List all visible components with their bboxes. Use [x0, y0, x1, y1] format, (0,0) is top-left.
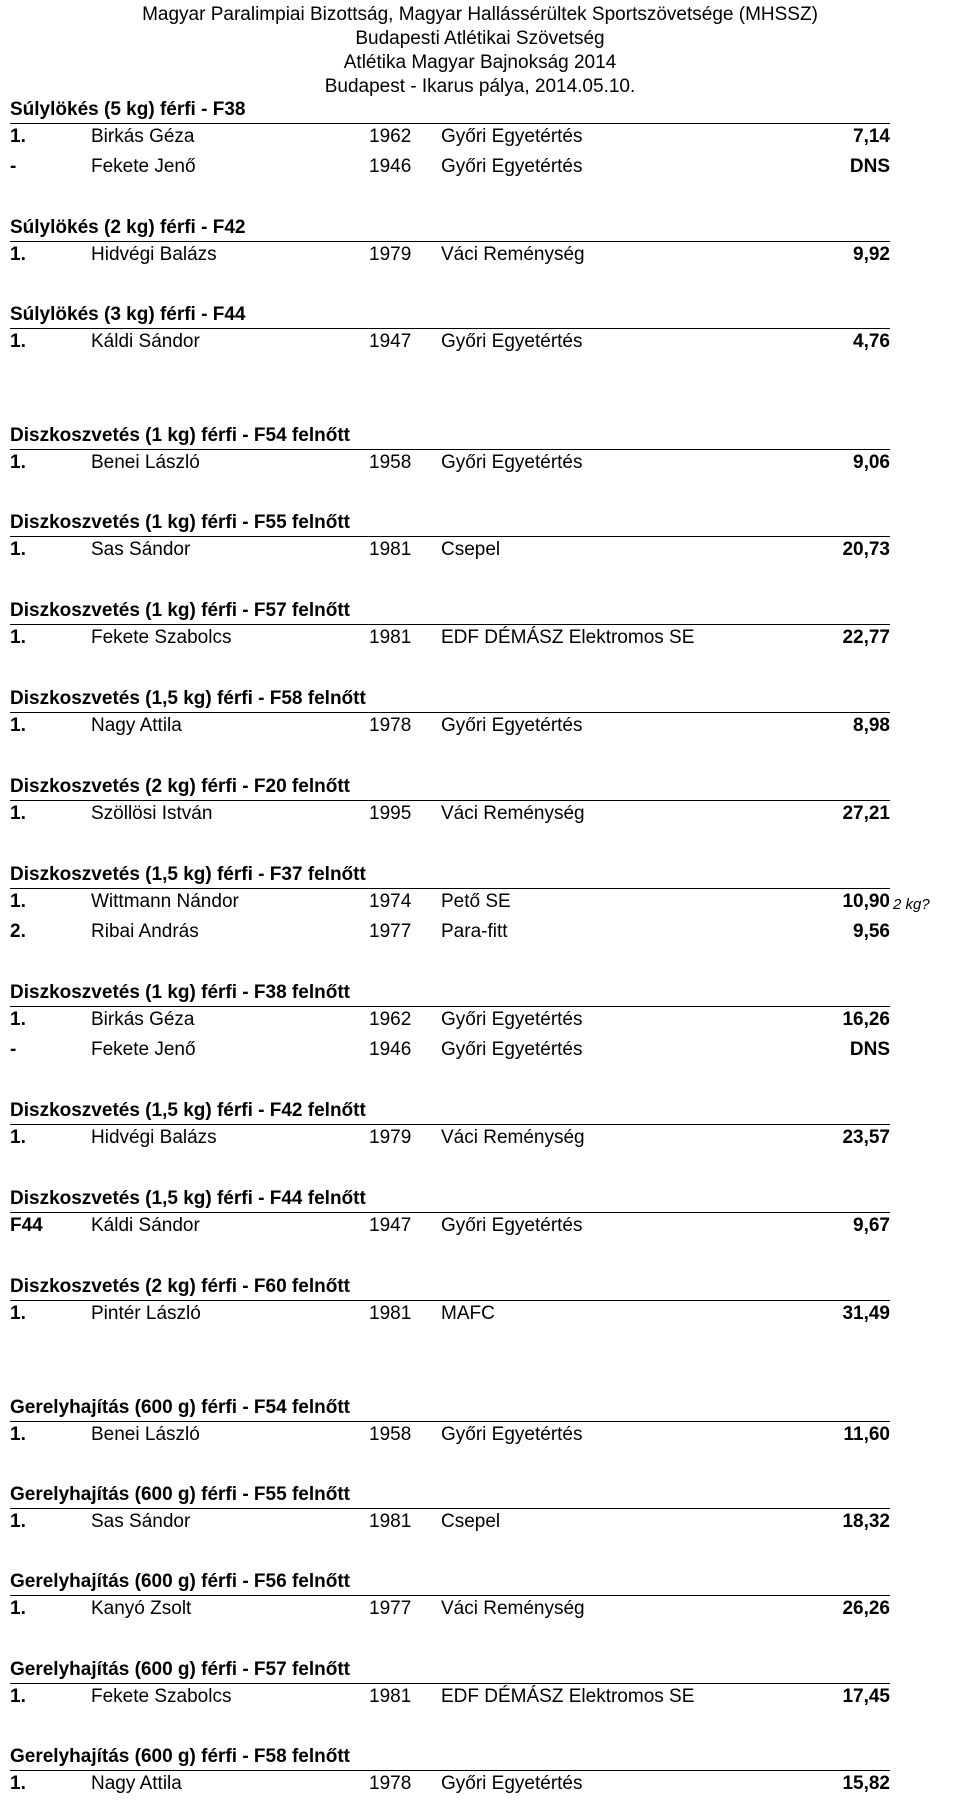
athlete-name: Benei László: [91, 452, 200, 473]
athlete-name: Birkás Géza: [91, 1009, 195, 1030]
athlete-place: 1.: [10, 244, 26, 265]
athlete-club: Győri Egyetértés: [441, 331, 583, 352]
event-title-underline: [10, 1595, 890, 1596]
athlete-result: 8,98: [853, 715, 890, 736]
athlete-place: 1.: [10, 1773, 26, 1794]
event-title-underline: [10, 624, 890, 625]
athlete-place: -: [10, 1039, 17, 1060]
athlete-result: 20,73: [842, 539, 890, 560]
athlete-result: 18,32: [842, 1511, 890, 1532]
athlete-place: 1.: [10, 627, 26, 648]
event-title-underline: [10, 1124, 890, 1125]
result-row: [0, 1423, 960, 1447]
event-title: Diszkoszvetés (1,5 kg) férfi - F58 felnőtt: [10, 688, 366, 709]
athlete-year: 1947: [369, 1215, 412, 1236]
athlete-result: 15,82: [842, 1773, 890, 1794]
athlete-club: Győri Egyetértés: [441, 452, 583, 473]
athlete-result: 7,14: [853, 126, 890, 147]
athlete-name: Fekete Jenő: [91, 1039, 196, 1060]
event-title-underline: [10, 1300, 890, 1301]
event-title: Gerelyhajítás (600 g) férfi - F55 felnőtt: [10, 1484, 350, 1505]
event-title-underline: [10, 241, 890, 242]
athlete-year: 1958: [369, 452, 412, 473]
result-row: [0, 714, 960, 738]
athlete-name: Szöllösi István: [91, 803, 213, 824]
athlete-name: Nagy Attila: [91, 715, 182, 736]
event-title-underline: [10, 1006, 890, 1007]
event-title-underline: [10, 888, 890, 889]
athlete-place: 1.: [10, 126, 26, 147]
result-row: [0, 1038, 960, 1062]
result-row: [0, 243, 960, 267]
athlete-club: Győri Egyetértés: [441, 1773, 583, 1794]
athlete-year: 1979: [369, 244, 412, 265]
event-title: Gerelyhajítás (600 g) férfi - F57 felnőtt: [10, 1659, 350, 1680]
result-row: [0, 451, 960, 475]
event-title: Diszkoszvetés (1 kg) férfi - F55 felnőtt: [10, 512, 350, 533]
athlete-year: 1981: [369, 627, 412, 648]
result-row: [0, 1685, 960, 1709]
athlete-year: 1981: [369, 1303, 412, 1324]
athlete-club: Csepel: [441, 1511, 501, 1532]
header-line-4: Budapest - Ikarus pálya, 2014.05.10.: [324, 76, 636, 97]
result-row: [0, 1597, 960, 1621]
result-row: [0, 538, 960, 562]
athlete-name: Nagy Attila: [91, 1773, 182, 1794]
athlete-club: Győri Egyetértés: [441, 126, 583, 147]
athlete-year: 1995: [369, 803, 412, 824]
athlete-result: 9,92: [853, 244, 890, 265]
athlete-year: 1962: [369, 1009, 412, 1030]
athlete-year: 1977: [369, 1598, 412, 1619]
event-title-underline: [10, 1508, 890, 1509]
result-row: [0, 1008, 960, 1032]
event-title: Gerelyhajítás (600 g) férfi - F58 felnőtt: [10, 1746, 350, 1767]
result-row: [0, 1302, 960, 1326]
athlete-result: 11,60: [843, 1424, 890, 1445]
event-title-underline: [10, 712, 890, 713]
athlete-result: DNS: [849, 1039, 890, 1060]
event-title-underline: [10, 449, 890, 450]
athlete-club: Váci Reménység: [441, 244, 585, 265]
event-title: Diszkoszvetés (1,5 kg) férfi - F37 felnőtt: [10, 864, 366, 885]
result-note: 2 kg?: [893, 896, 930, 913]
athlete-name: Pintér László: [91, 1303, 201, 1324]
event-title-underline: [10, 1212, 890, 1213]
athlete-club: Győri Egyetértés: [441, 156, 583, 177]
athlete-club: EDF DÉMÁSZ Elektromos SE: [441, 1686, 695, 1707]
event-title-underline: [10, 800, 890, 801]
athlete-place: 1.: [10, 715, 26, 736]
athlete-name: Kanyó Zsolt: [91, 1598, 192, 1619]
event-title: Diszkoszvetés (2 kg) férfi - F60 felnőtt: [10, 1276, 350, 1297]
athlete-club: Váci Reménység: [441, 1598, 585, 1619]
athlete-result: 31,49: [842, 1303, 890, 1324]
result-row: [0, 1126, 960, 1150]
athlete-name: Hidvégi Balázs: [91, 1127, 217, 1148]
athlete-result: 9,56: [853, 921, 890, 942]
event-title: Diszkoszvetés (2 kg) férfi - F20 felnőtt: [10, 776, 350, 797]
athlete-year: 1977: [369, 921, 412, 942]
athlete-name: Sas Sándor: [91, 1511, 191, 1532]
athlete-place: 1.: [10, 891, 26, 912]
athlete-name: Wittmann Nándor: [91, 891, 239, 912]
athlete-year: 1974: [369, 891, 412, 912]
result-row: [0, 1214, 960, 1238]
event-title: Diszkoszvetés (1,5 kg) férfi - F44 felnőtt: [10, 1188, 366, 1209]
athlete-place: 1.: [10, 539, 26, 560]
athlete-result: 4,76: [853, 331, 890, 352]
event-title: Diszkoszvetés (1 kg) férfi - F54 felnőtt: [10, 425, 350, 446]
athlete-club: MAFC: [441, 1303, 495, 1324]
athlete-place: 1.: [10, 803, 26, 824]
athlete-place: 1.: [10, 1424, 26, 1445]
athlete-club: Győri Egyetértés: [441, 1215, 583, 1236]
athlete-place: 1.: [10, 452, 26, 473]
event-title: Súlylökés (3 kg) férfi - F44: [10, 304, 246, 325]
athlete-result: 17,45: [842, 1686, 890, 1707]
athlete-club: Győri Egyetértés: [441, 1424, 583, 1445]
athlete-place: 1.: [10, 1127, 26, 1148]
athlete-place: 1.: [10, 1598, 26, 1619]
result-row: [0, 155, 960, 179]
athlete-name: Fekete Jenő: [91, 156, 196, 177]
athlete-club: Váci Reménység: [441, 803, 585, 824]
athlete-name: Káldi Sándor: [91, 331, 200, 352]
athlete-year: 1978: [369, 715, 412, 736]
result-row: [0, 890, 960, 914]
athlete-place: 2.: [10, 921, 26, 942]
event-title-underline: [10, 1683, 890, 1684]
athlete-year: 1962: [369, 126, 412, 147]
athlete-place: -: [10, 156, 17, 177]
event-title-underline: [10, 536, 890, 537]
athlete-result: 26,26: [842, 1598, 890, 1619]
athlete-result: 9,06: [853, 452, 890, 473]
athlete-club: Pető SE: [441, 891, 511, 912]
event-title-underline: [10, 1770, 890, 1771]
result-row: [0, 1772, 960, 1796]
athlete-place: 1.: [10, 1686, 26, 1707]
event-title: Súlylökés (5 kg) férfi - F38: [10, 99, 246, 120]
athlete-club: Győri Egyetértés: [441, 1009, 583, 1030]
athlete-name: Birkás Géza: [91, 126, 195, 147]
athlete-club: Győri Egyetértés: [441, 1039, 583, 1060]
athlete-result: 16,26: [842, 1009, 890, 1030]
athlete-result: 22,77: [842, 627, 890, 648]
athlete-place: 1.: [10, 1009, 26, 1030]
athlete-club: Győri Egyetértés: [441, 715, 583, 736]
athlete-name: Káldi Sándor: [91, 1215, 200, 1236]
athlete-year: 1981: [369, 1686, 412, 1707]
athlete-result: 23,57: [842, 1127, 890, 1148]
athlete-year: 1958: [369, 1424, 412, 1445]
athlete-club: EDF DÉMÁSZ Elektromos SE: [441, 627, 695, 648]
athlete-year: 1978: [369, 1773, 412, 1794]
event-title: Diszkoszvetés (1 kg) férfi - F38 felnőtt: [10, 982, 350, 1003]
athlete-name: Fekete Szabolcs: [91, 1686, 232, 1707]
athlete-year: 1947: [369, 331, 412, 352]
result-row: [0, 330, 960, 354]
athlete-name: Ribai András: [91, 921, 199, 942]
athlete-result: 10,90: [842, 891, 890, 912]
athlete-year: 1981: [369, 1511, 412, 1532]
event-title: Gerelyhajítás (600 g) férfi - F54 felnőtt: [10, 1397, 350, 1418]
athlete-club: Váci Reménység: [441, 1127, 585, 1148]
athlete-result: DNS: [849, 156, 890, 177]
athlete-name: Sas Sándor: [91, 539, 191, 560]
event-title: Diszkoszvetés (1 kg) férfi - F57 felnőtt: [10, 600, 350, 621]
result-row: [0, 1510, 960, 1534]
athlete-place: 1.: [10, 1303, 26, 1324]
event-title-underline: [10, 123, 890, 124]
athlete-club: Para-fitt: [441, 921, 508, 942]
athlete-club: Csepel: [441, 539, 501, 560]
event-title: Gerelyhajítás (600 g) férfi - F56 felnőtt: [10, 1571, 350, 1592]
header-line-2: Budapesti Atlétikai Szövetség: [355, 28, 605, 49]
header-line-3: Atlétika Magyar Bajnokság 2014: [343, 52, 617, 73]
event-title: Súlylökés (2 kg) férfi - F42: [10, 217, 246, 238]
result-row: [0, 125, 960, 149]
athlete-name: Hidvégi Balázs: [91, 244, 217, 265]
event-title-underline: [10, 1421, 890, 1422]
result-row: [0, 920, 960, 944]
event-title: Diszkoszvetés (1,5 kg) férfi - F42 felnőtt: [10, 1100, 366, 1121]
athlete-name: Benei László: [91, 1424, 200, 1445]
header-line-1: Magyar Paralimpiai Bizottság, Magyar Hallássérültek Sportszövetsége (MHSSZ): [142, 4, 818, 25]
athlete-year: 1946: [369, 156, 412, 177]
athlete-place: F44: [10, 1215, 43, 1236]
athlete-year: 1981: [369, 539, 412, 560]
athlete-year: 1946: [369, 1039, 412, 1060]
athlete-place: 1.: [10, 331, 26, 352]
athlete-result: 9,67: [853, 1215, 890, 1236]
result-row: [0, 802, 960, 826]
athlete-place: 1.: [10, 1511, 26, 1532]
athlete-year: 1979: [369, 1127, 412, 1148]
athlete-result: 27,21: [842, 803, 890, 824]
athlete-name: Fekete Szabolcs: [91, 627, 232, 648]
result-row: [0, 626, 960, 650]
event-title-underline: [10, 328, 890, 329]
